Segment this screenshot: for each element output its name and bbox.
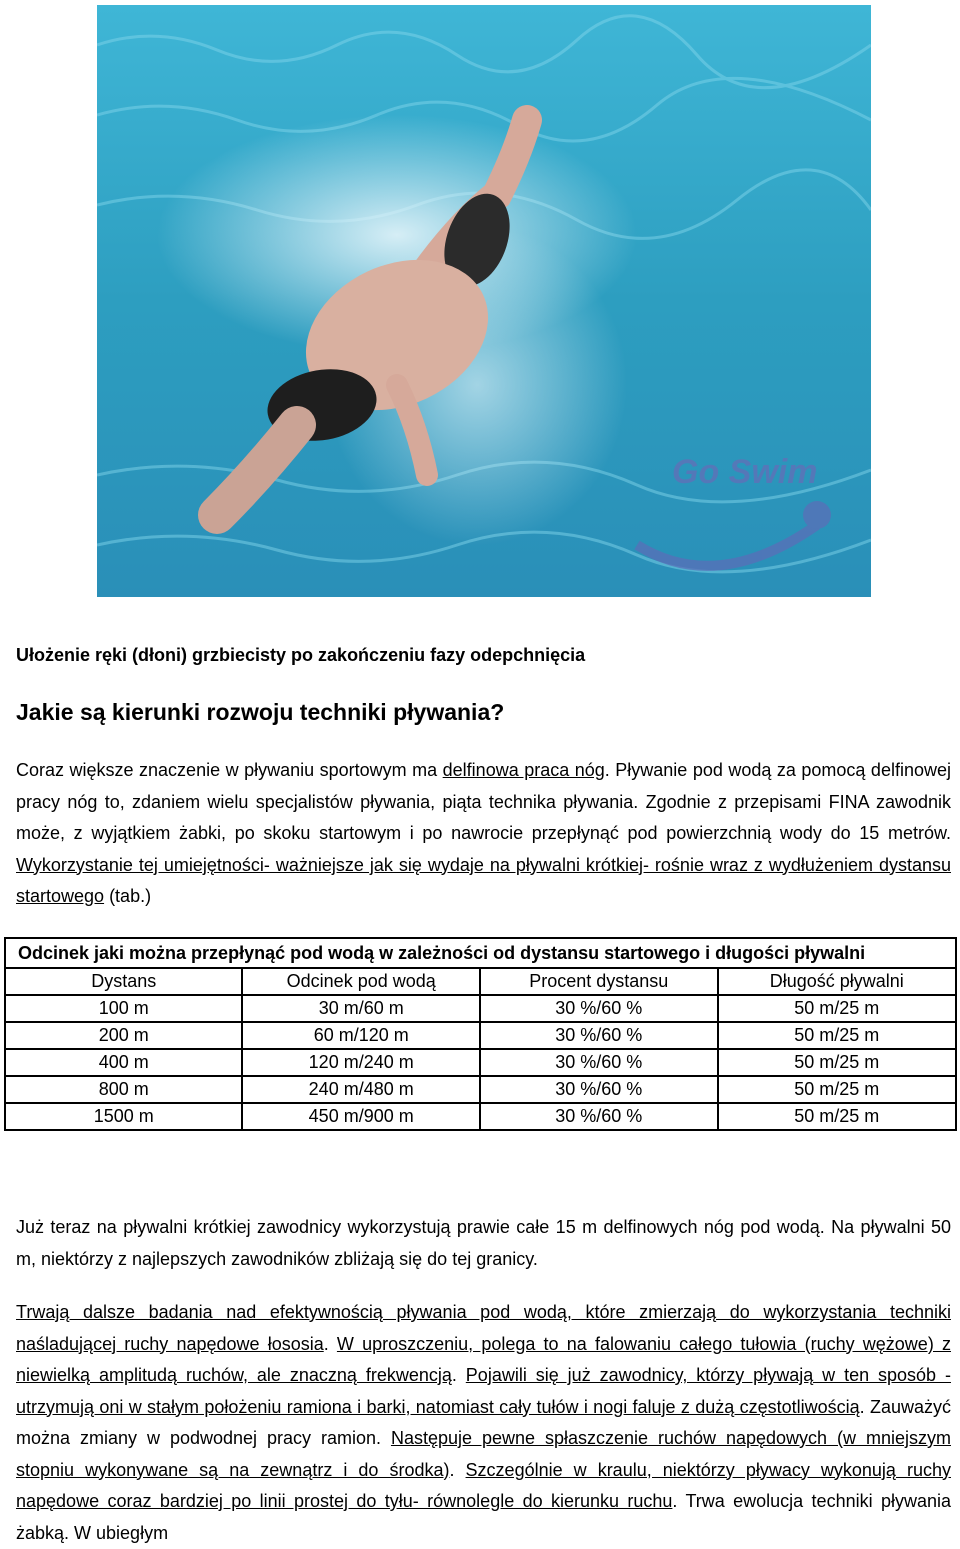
underlined-text[interactable]: Szczególnie w kraulu, niektórzy pływacy wykonują ruchy napędowe coraz bardziej po linii prostej do tyłu- równolegle do kierunku ruchu [16, 1459, 951, 1511]
table-title-row [5, 938, 956, 968]
table-cell: 30 %/60 % [480, 1103, 718, 1130]
paragraph-short-pool: Już teraz na pływalni krótkiej zawodnicy wykorzystują prawie całe 15 m delfinowych nóg pod wodą. Na pływalni 50 m, niektórzy z najlepszych zawodników zbliżają się do tej granicy. [16, 1217, 951, 1269]
text-run: . Pływanie pod wodą za pomocą delfinowej pracy nóg to, zdaniem wielu specjalistów pływania, piąta technika pływania. Zgodnie z przepisami FINA zawodnik może, z wyjątkiem żabki, po skoku startowym i po nawrocie przepłynąć pod powierzchnią wody do 15 metrów. [16, 760, 951, 843]
swimmer-illustration [97, 5, 871, 597]
table-cell: 30 %/60 % [480, 1049, 718, 1076]
underlined-text[interactable]: Trwają dalsze badania nad efektywnością pływania pod wodą, które zmierzają do wykorzystania techniki naśladującej ruchy napędowe łososia [16, 1302, 951, 1354]
table-cell: 30 %/60 % [480, 995, 718, 1022]
paragraph-research [16, 1297, 951, 1549]
underwater-distance-table [4, 937, 957, 1131]
table-cell: 30 m/60 m [242, 995, 479, 1022]
column-header: Dystans [5, 968, 242, 995]
table-cell: 200 m [5, 1022, 242, 1049]
table-row [5, 995, 956, 1022]
section-heading: Jakie są kierunki rozwoju techniki pływania? [16, 699, 505, 725]
table-cell: 60 m/120 m [242, 1022, 479, 1049]
table-title: Odcinek jaki można przepłynąć pod wodą w zależności od dystansu startowego i długości pływalni [5, 938, 956, 968]
table-cell: 30 %/60 % [480, 1076, 718, 1103]
text-run: Coraz większe znaczenie w pływaniu sportowym ma [16, 760, 443, 780]
table-row [5, 1076, 956, 1103]
column-header: Długość pływalni [718, 968, 956, 995]
table-cell: 50 m/25 m [718, 1049, 956, 1076]
underlined-text[interactable]: Pojawili się już zawodnicy, którzy pływają w ten sposób - utrzymują oni w stałym położeniu ramiona i barki, natomiast cały tułów i nogi faluje z dużą częstotliwością [16, 1365, 951, 1417]
photo-caption: Ułożenie ręki (dłoni) grzbiecisty po zakończeniu fazy odepchnięcia [16, 645, 586, 665]
table-cell: 800 m [5, 1076, 242, 1103]
underlined-text[interactable]: Wykorzystanie tej umiejętności- ważniejsze jak się wydaje na pływalni krótkiej- rośnie wraz z wydłużeniem dystansu startowego [16, 854, 951, 906]
column-header: Procent dystansu [480, 968, 718, 995]
text-run: (tab.) [104, 886, 152, 906]
table-cell: 450 m/900 m [242, 1103, 479, 1130]
text-run: . [449, 1459, 466, 1480]
table-row [5, 1103, 956, 1130]
table-cell: 120 m/240 m [242, 1049, 479, 1076]
text-run: . [323, 1333, 337, 1354]
table-cell: 50 m/25 m [718, 995, 956, 1022]
table-cell: 50 m/25 m [718, 1076, 956, 1103]
column-header: Odcinek pod wodą [242, 968, 479, 995]
table-cell: 240 m/480 m [242, 1076, 479, 1103]
table-cell: 100 m [5, 995, 242, 1022]
table-cell: 1500 m [5, 1103, 242, 1130]
table-row [5, 1022, 956, 1049]
table-header-row [5, 968, 956, 995]
link-delfinowa[interactable]: delfinowa praca nóg [442, 760, 605, 780]
table-cell: 50 m/25 m [718, 1103, 956, 1130]
underlined-text[interactable]: Następuje pewne spłaszczenie ruchów napędowych (w mniejszym stopniu wykonywane są na zewnątrz i do środka) [16, 1428, 951, 1480]
table-cell: 400 m [5, 1049, 242, 1076]
text-run: . Trwa ewolucja techniki pływania żabką. W ubiegłym [16, 1491, 951, 1543]
text-run: . [451, 1365, 466, 1385]
underlined-text[interactable]: W uproszczeniu, polega to na falowaniu całego tułowia (ruchy wężowe) z niewielką amplitudą ruchów, ale znaczną frekwencją [16, 1333, 951, 1385]
table-cell: 50 m/25 m [718, 1022, 956, 1049]
swimmer-photo [97, 5, 871, 597]
paragraph-intro [16, 755, 951, 913]
watermark-text: Go Swim [672, 453, 818, 491]
table-cell: 30 %/60 % [480, 1022, 718, 1049]
text-run: . Zauważyć można zmiany w podwodnej pracy ramion. [16, 1396, 951, 1448]
table-row [5, 1049, 956, 1076]
